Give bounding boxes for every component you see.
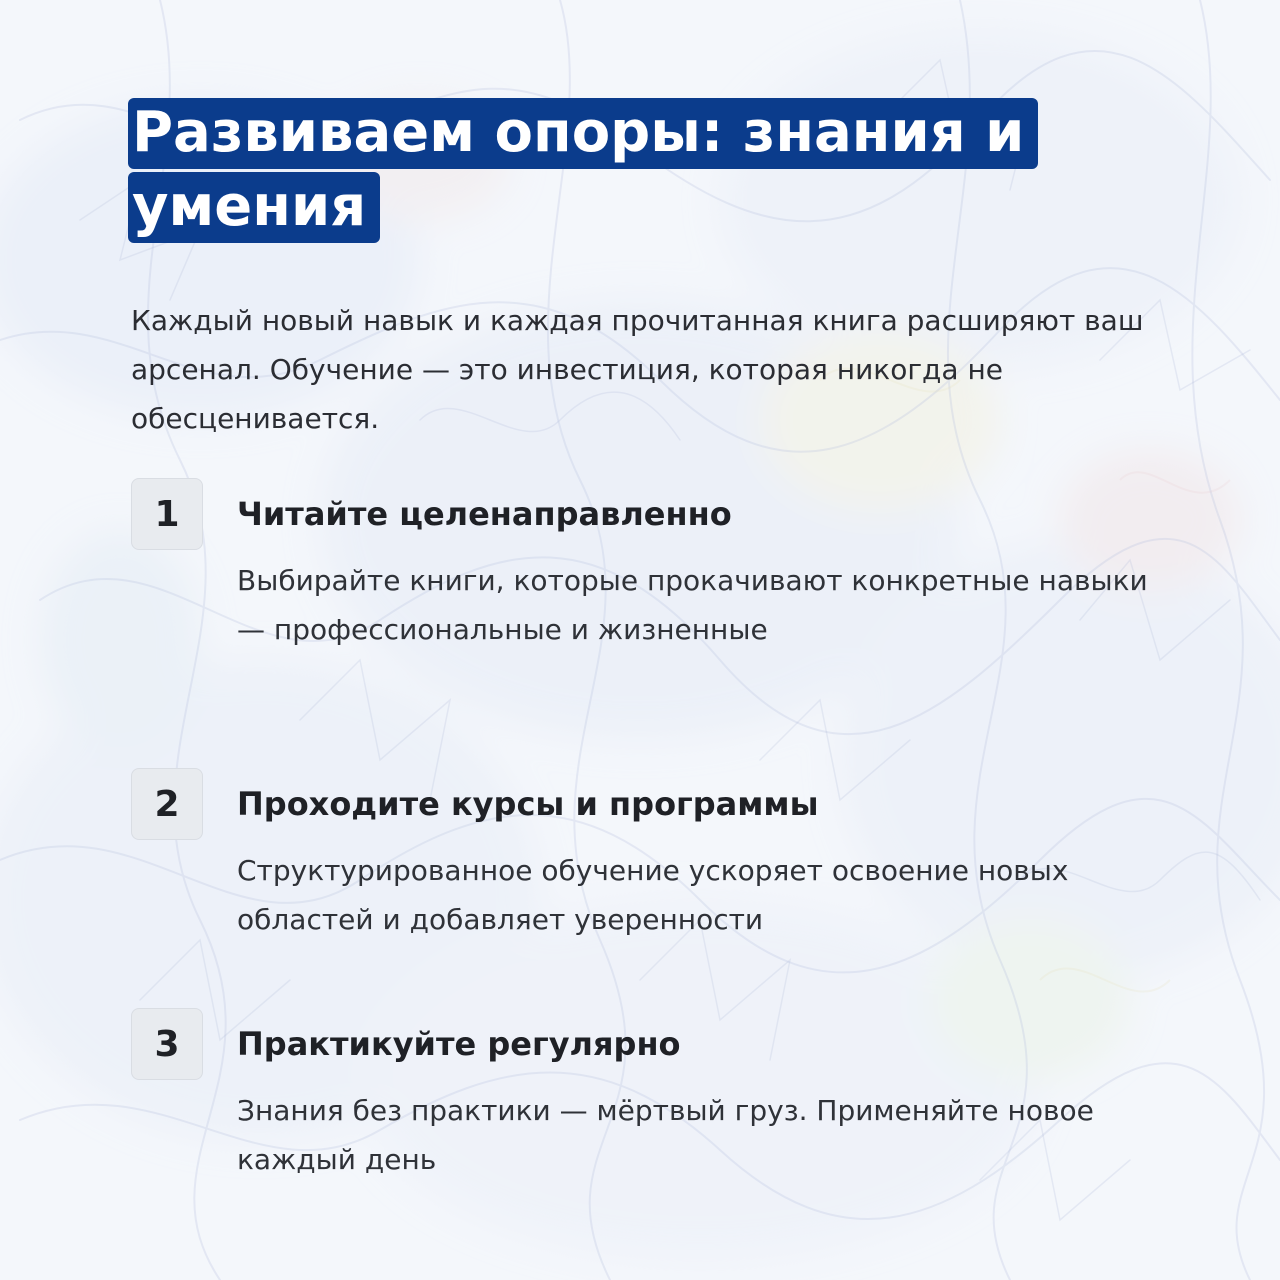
step-item-3 [131,1008,1171,1228]
step-description: Выбирайте книги, которые прокачивают конкретные навыки — профессиональные и жизненные [237,564,1148,646]
step-number-badge: 3 [131,1008,203,1080]
step-description: Знания без практики — мёртвый груз. Применяйте новое каждый день [237,1094,1094,1176]
title-highlight-line2: умения [128,172,380,243]
step-title: Читайте целенаправленно [237,495,732,533]
slide-title [128,96,1128,244]
lead-paragraph: Каждый новый навык и каждая прочитанная книга расширяют ваш арсенал. Обучение — это инвестиция, которая никогда не обесценивается. [131,304,1144,435]
step-item-2 [131,768,1171,988]
step-title: Практикуйте регулярно [237,1025,681,1063]
step-description: Структурированное обучение ускоряет освоение новых областей и добавляет уверенности [237,854,1069,936]
step-number-badge: 1 [131,478,203,550]
title-highlight-line1: Развиваем опоры: знания и [128,98,1038,169]
step-item-1 [131,478,1171,698]
step-title: Проходите курсы и программы [237,785,819,823]
step-number-badge: 2 [131,768,203,840]
